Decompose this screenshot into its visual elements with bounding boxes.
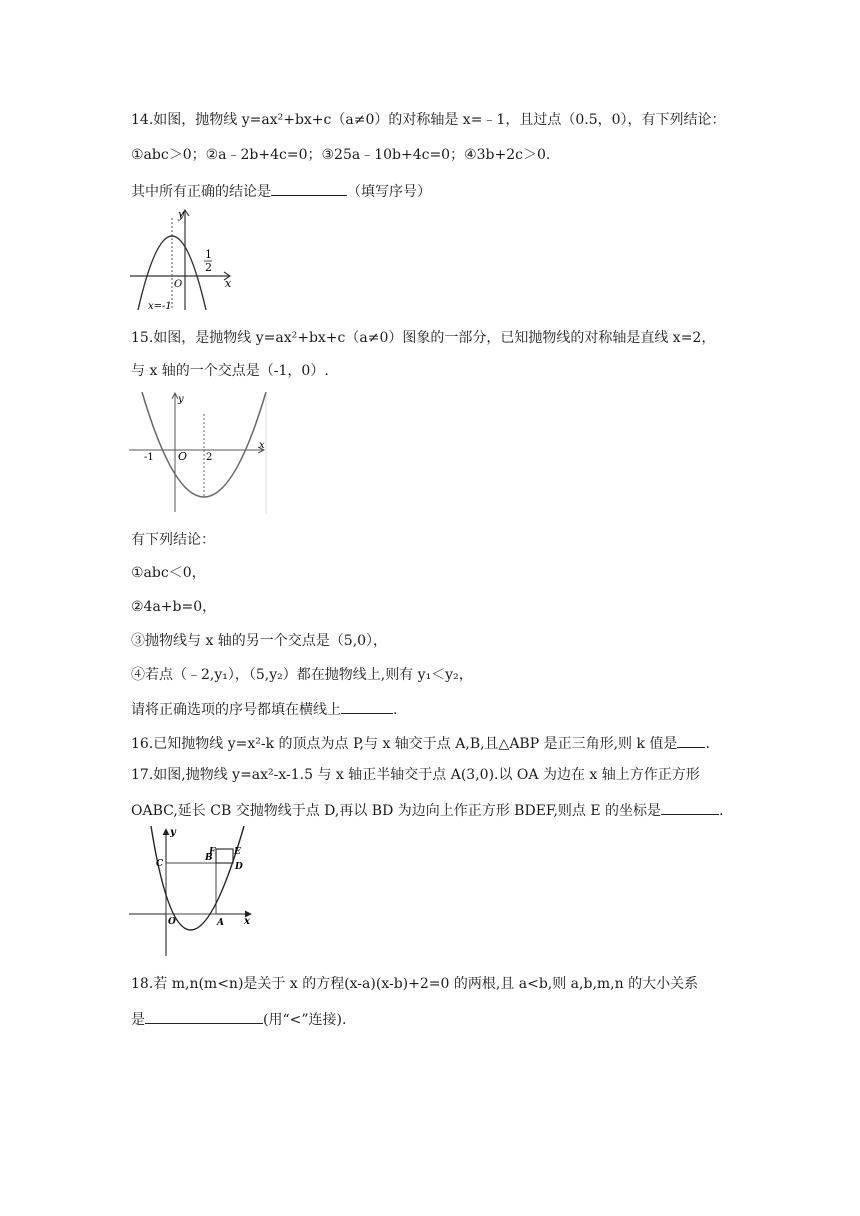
q17-line-1: 17.如图,抛物线 y=ax²-x-1.5 与 x 轴正半轴交于点 A(3,0).以 OA 为边在 x 轴上方作正方形 — [131, 767, 700, 783]
q14-half-numerator: 1 — [205, 248, 212, 261]
q17-label-a: A — [217, 918, 224, 928]
q15-x-label: x — [259, 440, 265, 451]
q15-conclusion-2: ②4a+b=0， — [131, 599, 217, 615]
q14-prompt-suffix: （填写序号） — [347, 184, 431, 200]
q16-text-end: . — [705, 736, 710, 752]
q17-text-end: . — [719, 803, 724, 819]
q17-label-d: D — [235, 862, 243, 872]
q15-conclusion-1: ①abc＜0， — [131, 565, 206, 581]
q15-figure — [128, 392, 268, 514]
q15-line-2: 与 x 轴的一个交点是（-1，0）. — [131, 363, 329, 379]
q15-prompt-end: . — [393, 702, 398, 718]
q18-line-1: 18.若 m,n(m<n)是关于 x 的方程(x-a)(x-b)+2=0 的两根,且 a<b,则 a,b,m,n 的大小关系 — [131, 976, 699, 992]
q15-conclusion-4: ④若点（﹣2,y₁），（5,y₂）都在抛物线上,则有 y₁＜y₂， — [131, 667, 473, 683]
q17-figure — [126, 826, 256, 958]
q14-line-2: ①abc＞0；②a﹣2b+4c=0；③25a﹣10b+4c=0；④3b+2c＞0. — [131, 147, 551, 163]
q16-text: 16.已知抛物线 y=x²-k 的顶点为点 P,与 x 轴交于点 A,B,且△ABP 是正三角形,则 k 值是 — [131, 736, 678, 752]
q15-conclusion-3: ③抛物线与 x 轴的另一个交点是（5,0）， — [131, 633, 388, 649]
q17-label-o: O — [168, 917, 176, 927]
q17-label-e: E — [234, 847, 241, 857]
q15-neg1-label: -1 — [144, 452, 154, 463]
q15-parabola — [142, 392, 266, 497]
q18-line-2 — [131, 1008, 346, 1030]
q14-origin-label: O — [174, 279, 183, 290]
q16-answer-blank — [677, 732, 705, 748]
q15-two-label: 2 — [206, 452, 213, 463]
q14-axis-note: x=-1 — [148, 301, 172, 312]
q17-text: OABC,延长 CB 交抛物线于点 D,再以 BD 为边向上作正方形 BDEF,则点 E 的坐标是 — [131, 803, 662, 819]
q14-line-3 — [131, 180, 431, 202]
q15-intro: 有下列结论： — [131, 532, 215, 548]
q17-label-c: C — [156, 859, 164, 869]
q15-answer-blank — [341, 698, 393, 714]
q18-text: 是 — [131, 1012, 145, 1028]
q14-half-denominator: 2 — [205, 261, 212, 274]
q14-prompt: 其中所有正确的结论是 — [131, 184, 271, 200]
q17-square-oabc — [166, 863, 216, 914]
q14-figure — [128, 206, 234, 314]
q14-line-1: 14.如图，抛物线 y=ax²+bx+c（a≠0）的对称轴是 x=﹣1，且过点（0.5，0），有下列结论： — [131, 112, 726, 128]
q15-origin-label: O — [178, 450, 188, 463]
q17-label-f: F — [209, 847, 216, 857]
q17-answer-blank — [661, 799, 719, 815]
q14-x-label: x — [225, 277, 232, 290]
q14-y-label: y — [178, 208, 185, 221]
q17-y-arrow — [163, 829, 169, 835]
q17-x-label: x — [244, 916, 250, 927]
q15-prompt-line — [131, 698, 397, 720]
q18-answer-blank — [145, 1008, 263, 1024]
q15-prompt: 请将正确选项的序号都填在横线上 — [131, 702, 341, 718]
q14-answer-blank — [271, 180, 347, 196]
q17-square-bdef — [216, 849, 233, 863]
q18-text-end: (用“<”连接). — [263, 1012, 347, 1028]
q15-line-1: 15.如图，是抛物线 y=ax²+bx+c（a≠0）图象的一部分，已知抛物线的对称轴是直线 x=2， — [131, 330, 716, 346]
q15-y-label: y — [178, 394, 184, 405]
q17-label-b: B — [205, 853, 213, 863]
q16-line — [131, 732, 710, 754]
q17-line-2 — [131, 799, 723, 821]
q17-y-label: y — [170, 827, 176, 838]
